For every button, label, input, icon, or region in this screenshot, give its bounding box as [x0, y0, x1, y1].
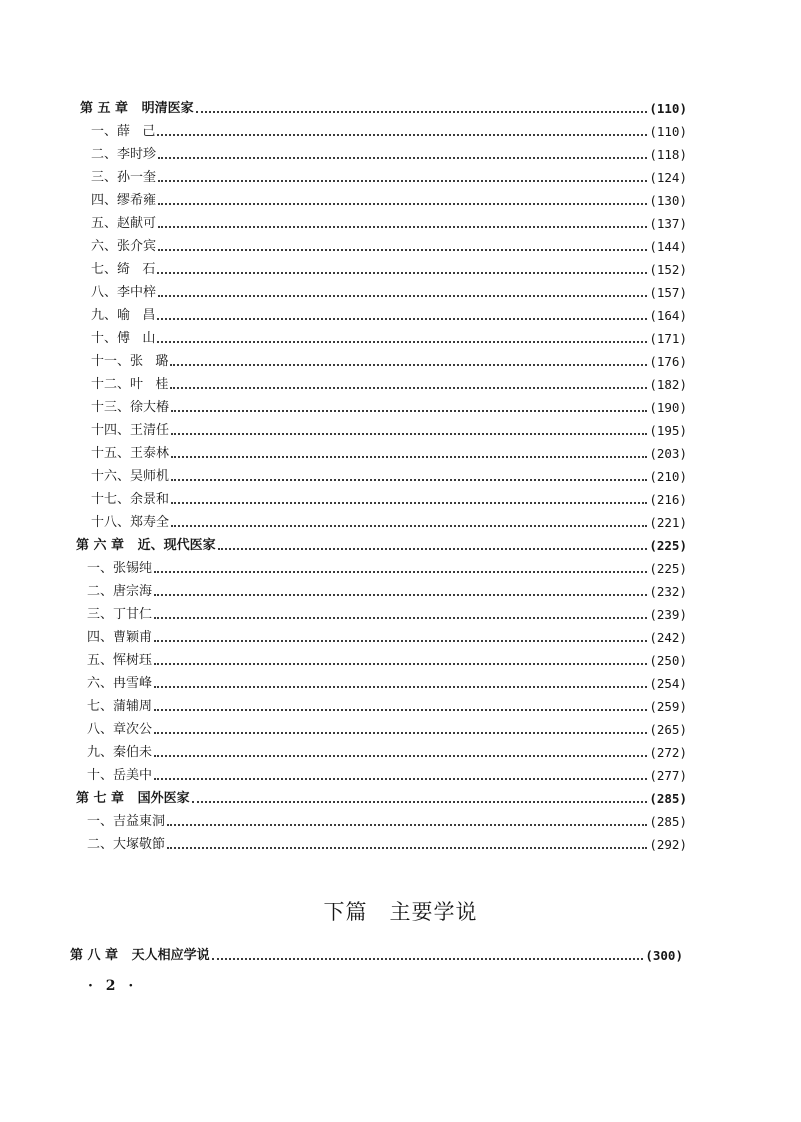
dot-leader	[218, 547, 648, 550]
entry-title: 十、岳美中	[87, 768, 153, 783]
toc-entry[interactable]	[0, 442, 801, 465]
toc-entry[interactable]	[0, 166, 801, 189]
dot-leader	[158, 248, 647, 251]
dot-leader	[158, 294, 647, 297]
part-heading-title: 主要学说	[389, 900, 478, 924]
page-ref: (285)	[649, 814, 687, 829]
dot-leader	[196, 110, 648, 113]
page-ref: (203)	[649, 446, 687, 461]
page-ref: (130)	[649, 193, 687, 208]
dot-leader	[158, 179, 647, 182]
toc-entry[interactable]	[0, 212, 801, 235]
toc-chapter-6[interactable]	[0, 534, 801, 557]
page-ref: (157)	[649, 285, 687, 300]
toc-chapter-7[interactable]	[0, 787, 801, 810]
dot-leader	[158, 225, 647, 228]
page-ref: (216)	[649, 492, 687, 507]
page-ref: (164)	[649, 308, 687, 323]
dot-leader	[157, 271, 647, 274]
dot-leader	[192, 800, 648, 803]
toc-entry[interactable]	[0, 833, 801, 856]
toc-entry[interactable]	[0, 235, 801, 258]
dot-leader	[167, 823, 647, 826]
dot-leader	[154, 616, 647, 619]
toc-entry[interactable]	[0, 304, 801, 327]
toc-entry[interactable]	[0, 695, 801, 718]
dot-leader	[171, 524, 647, 527]
dot-leader	[154, 662, 647, 665]
toc-entry[interactable]	[0, 120, 801, 143]
toc-entry[interactable]	[0, 419, 801, 442]
entry-title: 三、丁甘仁	[87, 607, 153, 622]
toc-entry[interactable]	[0, 488, 801, 511]
dot-leader	[158, 202, 647, 205]
entry-title: 九、秦伯未	[87, 745, 153, 760]
dot-leader	[170, 386, 647, 389]
dot-leader	[212, 957, 644, 960]
dot-leader	[154, 731, 647, 734]
page-ref: (225)	[649, 538, 687, 553]
page-ref: (137)	[649, 216, 687, 231]
entry-title: 五、恽树珏	[87, 653, 153, 668]
entry-title: 二、大塚敬節	[87, 837, 166, 852]
page-ref: (239)	[649, 607, 687, 622]
page-ref: (292)	[649, 837, 687, 852]
toc-entry[interactable]	[0, 258, 801, 281]
page-ref: (144)	[649, 239, 687, 254]
toc-entry[interactable]	[0, 189, 801, 212]
entry-title: 十八、郑寿全	[91, 515, 170, 530]
entry-title: 七、蒲辅周	[87, 699, 153, 714]
entry-title: 七、绮 石	[91, 262, 156, 277]
entry-title: 五、赵献可	[91, 216, 157, 231]
dot-leader	[171, 478, 647, 481]
entry-title: 六、冉雪峰	[87, 676, 153, 691]
toc-chapter-5[interactable]	[0, 97, 801, 120]
page-ref: (124)	[649, 170, 687, 185]
part-heading	[0, 896, 801, 926]
dot-leader	[167, 846, 647, 849]
toc-entry[interactable]	[0, 718, 801, 741]
entry-title: 十一、张 璐	[91, 354, 169, 369]
toc-entry[interactable]	[0, 327, 801, 350]
page-ref: (118)	[649, 147, 687, 162]
dot-leader	[170, 363, 647, 366]
page-ref: (210)	[649, 469, 687, 484]
toc-entry[interactable]	[0, 764, 801, 787]
page-ref: (152)	[649, 262, 687, 277]
page-ref: (225)	[649, 561, 687, 576]
page-ref: (259)	[649, 699, 687, 714]
entry-title: 一、张锡纯	[87, 561, 153, 576]
chapter-title: 第 七 章 国外医家	[76, 791, 190, 806]
dot-leader	[158, 156, 647, 159]
page-ref: (250)	[649, 653, 687, 668]
toc-entry[interactable]	[0, 281, 801, 304]
entry-title: 八、李中梓	[91, 285, 157, 300]
dot-leader	[157, 340, 647, 343]
toc-entry[interactable]	[0, 810, 801, 833]
toc-entry[interactable]	[0, 557, 801, 580]
toc-entry[interactable]	[0, 511, 801, 534]
entry-title: 四、曹颖甫	[87, 630, 153, 645]
page-ref: (242)	[649, 630, 687, 645]
entry-title: 十四、王清任	[91, 423, 170, 438]
dot-leader	[154, 639, 647, 642]
page-ref: (265)	[649, 722, 687, 737]
page-ref: (221)	[649, 515, 687, 530]
entry-title: 十、傅 山	[91, 331, 156, 346]
entry-title: 二、李时珍	[91, 147, 157, 162]
page-number: · 2 ·	[88, 978, 138, 994]
entry-title: 九、喻 昌	[91, 308, 156, 323]
page-ref: (171)	[649, 331, 687, 346]
dot-leader	[154, 777, 647, 780]
page-ref: (272)	[649, 745, 687, 760]
toc-entry[interactable]	[0, 649, 801, 672]
dot-leader	[154, 593, 647, 596]
page-ref: (190)	[649, 400, 687, 415]
page-ref: (176)	[649, 354, 687, 369]
toc-entry[interactable]	[0, 741, 801, 764]
page-ref: (232)	[649, 584, 687, 599]
toc-entry[interactable]	[0, 580, 801, 603]
toc-entry[interactable]	[0, 672, 801, 695]
table-of-contents	[0, 97, 801, 856]
toc-entry[interactable]	[0, 603, 801, 626]
toc-entry[interactable]	[0, 373, 801, 396]
dot-leader	[171, 501, 647, 504]
toc-entry[interactable]	[0, 465, 801, 488]
dot-leader	[154, 685, 647, 688]
toc-entry[interactable]	[0, 350, 801, 373]
chapter-title: 第 五 章 明清医家	[80, 101, 194, 116]
dot-leader	[154, 754, 647, 757]
entry-title: 六、张介宾	[91, 239, 157, 254]
page-ref: (110)	[649, 124, 687, 139]
entry-title: 一、吉益東洞	[87, 814, 166, 829]
chapter-title: 第 六 章 近、现代医家	[76, 538, 216, 553]
entry-title: 十七、余景和	[91, 492, 170, 507]
toc-entry[interactable]	[0, 626, 801, 649]
chapter-title: 第 八 章 天人相应学说	[70, 948, 210, 963]
dot-leader	[154, 570, 647, 573]
page-ref: (300)	[645, 948, 683, 963]
entry-title: 十三、徐大椿	[91, 400, 170, 415]
toc-entry[interactable]	[0, 396, 801, 419]
page-ref: (182)	[649, 377, 687, 392]
dot-leader	[154, 708, 647, 711]
dot-leader	[171, 409, 647, 412]
dot-leader	[157, 317, 647, 320]
page-ref: (254)	[649, 676, 687, 691]
toc-entry[interactable]	[0, 143, 801, 166]
toc-chapter-8[interactable]	[0, 944, 801, 967]
page-ref: (285)	[649, 791, 687, 806]
dot-leader	[171, 432, 647, 435]
part-heading-label: 下篇	[323, 900, 368, 924]
entry-title: 十二、叶 桂	[91, 377, 169, 392]
entry-title: 八、章次公	[87, 722, 153, 737]
entry-title: 四、缪希雍	[91, 193, 157, 208]
page-ref: (277)	[649, 768, 687, 783]
entry-title: 一、薛 己	[91, 124, 156, 139]
entry-title: 十五、王泰林	[91, 446, 170, 461]
entry-title: 三、孙一奎	[91, 170, 157, 185]
page-ref: (110)	[649, 101, 687, 116]
dot-leader	[171, 455, 647, 458]
page-ref: (195)	[649, 423, 687, 438]
entry-title: 二、唐宗海	[87, 584, 153, 599]
dot-leader	[157, 133, 647, 136]
entry-title: 十六、吴师机	[91, 469, 170, 484]
